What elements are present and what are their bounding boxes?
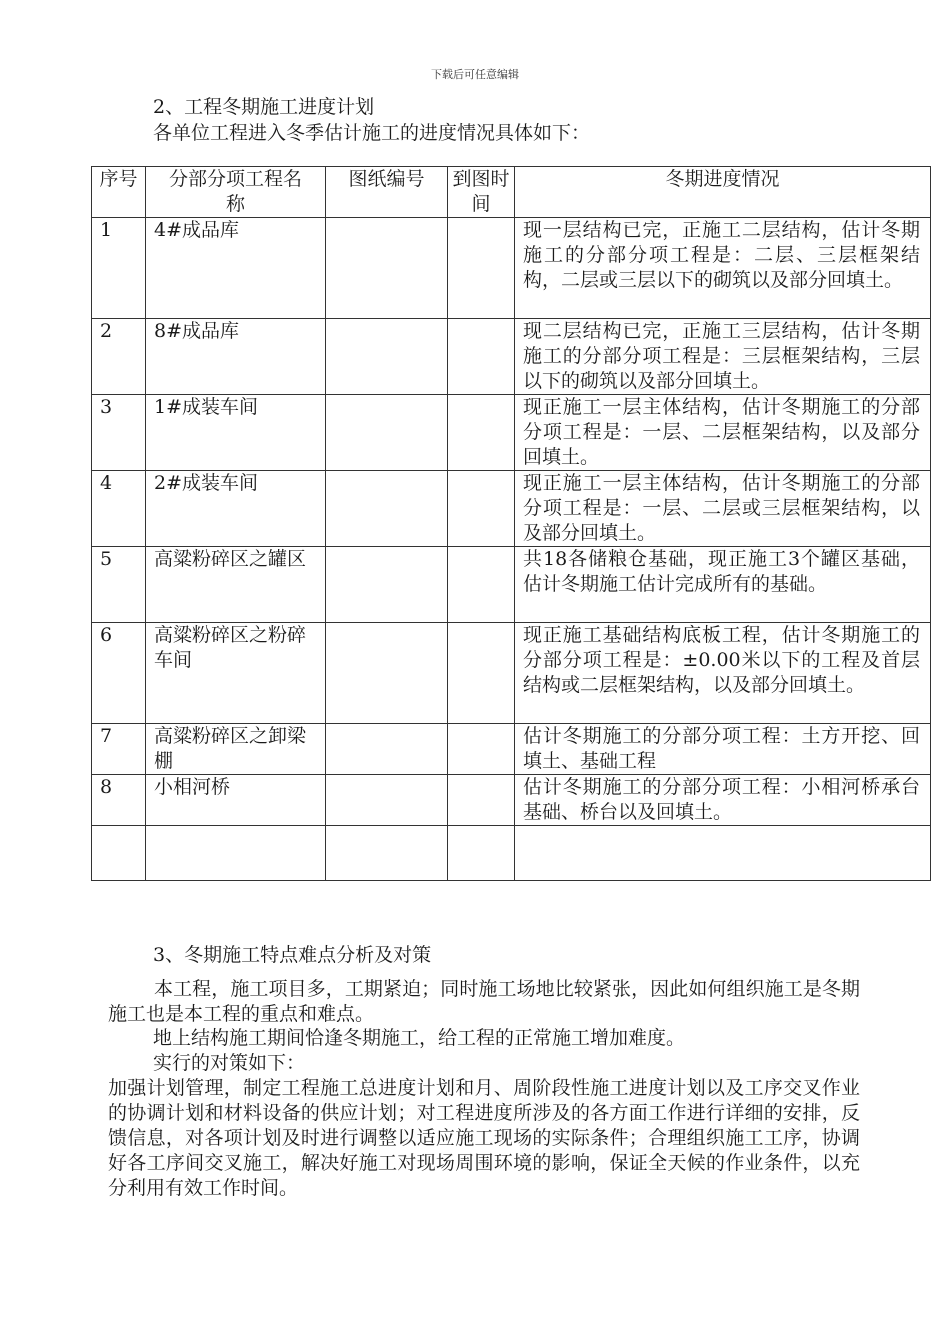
item-name-cell [146,826,326,881]
section-3-paragraph-4: 加强计划管理，制定工程施工总进度计划和月、周阶段性施工进度计划以及工序交叉作业的协调计划和材料设备的供应计划；对工程进度所涉及的各方面工作进行详细的安排，反馈信息，对各项计划及时进行调整以适应施工现场的实际条件；合理组织施工工序，协调好各工序间交叉施工，解决好施工对现场周围环境的影响，保证全天候的作业条件，以充分利用有效工作时间。 [108,1077,860,1199]
arrival-time-cell [448,319,515,395]
item-name-cell: 高粱粉碎区之粉碎车间 [146,623,326,724]
header-drawing-no: 图纸编号 [326,167,448,218]
arrival-time-cell [448,218,515,319]
item-name-cell: 1#成装车间 [146,395,326,471]
winter-progress-cell: 估计冬期施工的分部分项工程：土方开挖、回填土、基础工程 [515,724,931,775]
item-name-cell: 高粱粉碎区之罐区 [146,547,326,623]
drawing-no-cell [326,547,448,623]
section-2-intro: 各单位工程进入冬季估计施工的进度情况具体如下： [153,122,591,144]
seq-cell: 1 [92,218,146,319]
table-row [92,775,931,826]
drawing-no-cell [326,623,448,724]
arrival-time-cell [448,547,515,623]
seq-cell: 6 [92,623,146,724]
item-name-cell: 高粱粉碎区之卸梁棚 [146,724,326,775]
drawing-no-cell [326,395,448,471]
winter-progress-cell: 现一层结构已完，正施工二层结构，估计冬期施工的分部分项工程是：二层、三层框架结构，二层或三层以下的砌筑以及部分回填土。 [515,218,931,319]
page-watermark: 下载后可任意编辑 [431,68,519,81]
winter-progress-cell [515,826,931,881]
table-row [92,623,931,724]
table-row [92,471,931,547]
arrival-time-cell [448,471,515,547]
winter-progress-cell: 现二层结构已完，正施工三层结构，估计冬期施工的分部分项工程是：三层框架结构，三层以下的砌筑以及部分回填土。 [515,319,931,395]
table-header-row [92,167,931,218]
table-row [92,395,931,471]
section-2-title: 2、工程冬期施工进度计划 [153,96,375,118]
table-row [92,319,931,395]
item-name-cell: 2#成装车间 [146,471,326,547]
section-3-paragraph-3: 实行的对策如下： [153,1052,306,1074]
item-name-cell: 4#成品库 [146,218,326,319]
section-3-title: 3、冬期施工特点难点分析及对策 [153,944,432,966]
section-3-paragraph-2: 地上结构施工期间恰逢冬期施工，给工程的正常施工增加难度。 [153,1027,686,1049]
table-row [92,547,931,623]
section-3-paragraph-1: 本工程，施工项目多，工期紧迫；同时施工场地比较紧张，因此如何组织施工是冬期施工也是本工程的重点和难点。 [108,978,860,1025]
winter-progress-cell: 估计冬期施工的分部分项工程：小相河桥承台基础、桥台以及回填土。 [515,775,931,826]
table-row [92,826,931,881]
table-row [92,724,931,775]
arrival-time-cell [448,395,515,471]
seq-cell: 3 [92,395,146,471]
seq-cell: 4 [92,471,146,547]
drawing-no-cell [326,826,448,881]
seq-cell: 8 [92,775,146,826]
seq-cell: 7 [92,724,146,775]
header-seq: 序号 [92,167,146,218]
header-item-name: 分部分项工程名 称 [146,167,326,218]
arrival-time-cell [448,826,515,881]
drawing-no-cell [326,319,448,395]
seq-cell: 2 [92,319,146,395]
table-row [92,218,931,319]
header-winter-progress: 冬期进度情况 [515,167,931,218]
arrival-time-cell [448,724,515,775]
arrival-time-cell [448,623,515,724]
drawing-no-cell [326,218,448,319]
drawing-no-cell [326,471,448,547]
item-name-cell: 小相河桥 [146,775,326,826]
winter-schedule-table [91,166,931,881]
item-name-cell: 8#成品库 [146,319,326,395]
arrival-time-cell [448,775,515,826]
winter-progress-cell: 现正施工一层主体结构，估计冬期施工的分部分项工程是：一层、二层或三层框架结构，以及部分回填土。 [515,471,931,547]
seq-cell [92,826,146,881]
winter-progress-cell: 现正施工一层主体结构，估计冬期施工的分部分项工程是：一层、二层框架结构，以及部分回填土。 [515,395,931,471]
header-arrival-time: 到图时间 [448,167,515,218]
seq-cell: 5 [92,547,146,623]
drawing-no-cell [326,724,448,775]
winter-progress-cell: 共18各储粮仓基础，现正施工3个罐区基础，估计冬期施工估计完成所有的基础。 [515,547,931,623]
winter-progress-cell: 现正施工基础结构底板工程，估计冬期施工的分部分项工程是：±0.00米以下的工程及首层结构或二层框架结构，以及部分回填土。 [515,623,931,724]
drawing-no-cell [326,775,448,826]
